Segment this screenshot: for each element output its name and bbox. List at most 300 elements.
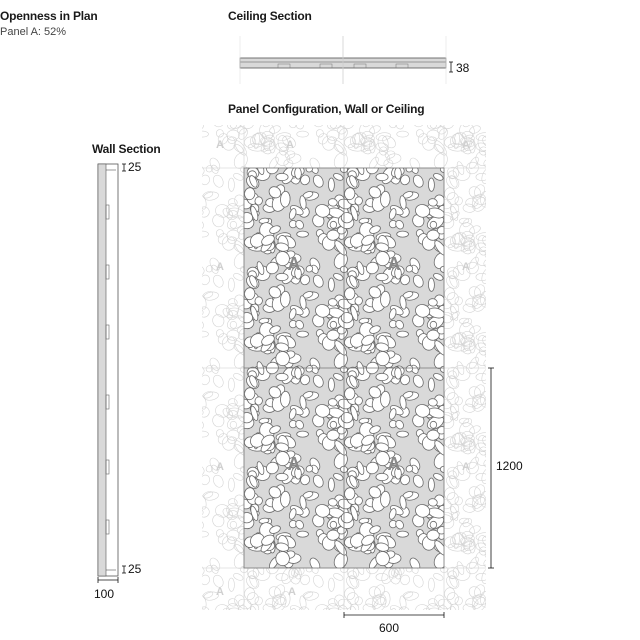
pebble-hole	[153, 332, 160, 349]
pebble-hole	[184, 250, 196, 260]
pebble-hole	[363, 603, 376, 612]
pebble-hole	[172, 195, 187, 210]
pebble-hole	[326, 609, 339, 621]
pebble-hole	[202, 290, 214, 299]
panel-letter-1: A	[287, 254, 301, 274]
pebble-hole	[136, 412, 156, 431]
pebble-hole	[164, 360, 180, 376]
pebble-hole	[443, 635, 457, 640]
pebble-hole	[330, 521, 337, 528]
pebble-hole	[234, 94, 246, 107]
pebble-hole	[280, 91, 290, 107]
wall-width-dim: 100	[94, 587, 115, 601]
pebble-hole	[236, 112, 256, 131]
pebble-hole	[147, 292, 160, 305]
pebble-hole	[486, 553, 501, 564]
pebble-hole	[179, 65, 196, 85]
pebble-hole	[144, 373, 161, 391]
pebble-hole	[448, 631, 468, 640]
pebble-hole	[422, 636, 436, 640]
pebble-hole	[399, 95, 407, 109]
pebble-hole	[160, 533, 176, 547]
pebble-hole	[349, 110, 360, 121]
pebble-hole	[163, 103, 176, 112]
pebble-hole	[180, 533, 197, 550]
pebble-hole	[211, 374, 225, 389]
pebble-hole	[211, 613, 226, 629]
pebble-hole	[494, 367, 501, 379]
pebble-hole	[178, 546, 188, 556]
pebble-hole	[470, 492, 489, 513]
pebble-hole	[377, 635, 390, 640]
pebble-hole	[488, 108, 497, 121]
pebble-hole	[537, 227, 550, 241]
pebble-hole	[161, 117, 173, 129]
pebble-hole	[157, 120, 176, 141]
pebble-hole	[489, 420, 498, 429]
pebble-hole	[180, 133, 197, 150]
pebble-hole	[228, 498, 238, 507]
pebble-hole	[394, 619, 405, 631]
pebble-hole	[189, 120, 198, 129]
pebble-hole	[399, 74, 410, 86]
pebble-hole	[147, 592, 160, 605]
pebble-hole	[428, 578, 434, 592]
pebble-hole	[428, 636, 437, 640]
pebble-hole	[299, 74, 310, 86]
pebble-hole	[180, 491, 190, 507]
pebble-hole	[210, 164, 220, 175]
pebble-hole	[160, 233, 176, 247]
pebble-hole	[434, 94, 446, 107]
pebble-hole	[537, 326, 547, 335]
pebble-hole	[251, 631, 269, 640]
pebble-hole	[311, 113, 326, 129]
pebble-hole	[487, 66, 502, 85]
pebble-hole	[159, 518, 169, 524]
pebble-hole	[172, 395, 187, 410]
pebble-hole	[178, 146, 188, 156]
pebble-hole	[311, 613, 326, 629]
pebble-hole	[330, 221, 337, 228]
pebble-hole	[199, 174, 210, 186]
pebble-hole	[156, 61, 165, 76]
pebble-hole	[428, 598, 438, 607]
pebble-hole	[177, 435, 190, 452]
pebble-hole	[145, 365, 160, 380]
pebble-hole	[534, 594, 546, 607]
pebble-hole	[248, 70, 257, 79]
pebble-hole	[161, 217, 173, 229]
pebble-hole	[166, 98, 179, 107]
pebble-hole	[174, 450, 191, 467]
pebble-hole	[497, 531, 509, 537]
pebble-hole	[354, 596, 364, 606]
pebble-hole	[189, 104, 205, 117]
pebble-hole	[510, 64, 520, 75]
pebble-hole	[328, 478, 334, 492]
pebble-hole	[171, 94, 187, 107]
pebble-hole	[149, 205, 159, 221]
pebble-hole	[494, 219, 505, 231]
pebble-hole	[202, 90, 214, 99]
pebble-hole	[148, 331, 168, 350]
pebble-hole	[186, 353, 201, 364]
pebble-hole	[522, 536, 536, 551]
pebble-hole	[537, 426, 547, 435]
pebble-hole	[143, 335, 157, 349]
pebble-hole	[511, 274, 525, 289]
pebble-hole	[143, 535, 157, 549]
pebble-hole	[494, 267, 501, 279]
pebble-hole	[302, 90, 314, 99]
pebble-hole	[151, 163, 172, 183]
pebble-hole	[488, 267, 499, 279]
pebble-hole	[170, 292, 189, 313]
pebble-hole	[159, 435, 175, 448]
pebble-hole	[148, 470, 157, 479]
pebble-hole	[517, 132, 530, 146]
pebble-hole	[230, 621, 237, 628]
pebble-hole	[176, 73, 188, 81]
pebble-hole	[149, 210, 160, 221]
pebble-hole	[159, 238, 174, 253]
pebble-hole	[180, 633, 197, 640]
pebble-hole	[499, 274, 510, 286]
pebble-hole	[167, 484, 183, 500]
pebble-hole	[180, 391, 190, 407]
pebble-hole	[136, 312, 156, 331]
pebble-hole	[151, 263, 172, 283]
pebble-hole	[317, 632, 330, 640]
pebble-hole	[148, 474, 159, 488]
pebble-hole	[489, 220, 498, 229]
pebble-hole	[150, 204, 159, 214]
pebble-hole	[147, 92, 160, 105]
pebble-hole	[211, 213, 226, 229]
pebble-hole	[499, 595, 507, 609]
pebble-hole	[457, 620, 476, 640]
pebble-hole	[173, 483, 187, 499]
pebble-hole	[276, 173, 288, 181]
pebble-hole	[332, 143, 344, 154]
pebble-hole	[148, 70, 157, 79]
pebble-hole	[148, 174, 159, 188]
pebble-hole	[508, 356, 522, 372]
pebble-hole	[489, 604, 505, 617]
pebble-hole	[397, 531, 409, 537]
pebble-hole	[444, 73, 461, 91]
pebble-hole	[489, 520, 498, 529]
pebble-hole	[528, 298, 538, 307]
pebble-hole	[157, 420, 176, 441]
pebble-hole	[494, 319, 505, 331]
pebble-hole	[289, 620, 298, 629]
pebble-hole	[197, 531, 209, 537]
pebble-hole	[457, 320, 476, 341]
pebble-hole	[164, 60, 180, 76]
pebble-hole	[222, 636, 236, 640]
pebble-hole	[148, 443, 165, 452]
pebble-hole	[154, 196, 164, 206]
pebble-hole	[466, 498, 479, 507]
pebble-hole	[154, 496, 164, 506]
pebble-hole	[173, 83, 187, 99]
pebble-hole	[499, 495, 507, 509]
pebble-hole	[361, 617, 373, 629]
pebble-hole	[530, 621, 537, 628]
pebble-hole	[528, 378, 534, 392]
pebble-hole	[197, 631, 209, 637]
pebble-hole	[341, 112, 353, 123]
pebble-hole	[511, 213, 526, 229]
pebble-hole	[414, 103, 431, 119]
pebble-hole	[428, 378, 434, 392]
pebble-hole	[159, 138, 174, 153]
pebble-hole	[528, 478, 534, 492]
pebble-hole	[211, 113, 226, 129]
pebble-hole	[470, 392, 489, 413]
pebble-hole	[163, 303, 176, 312]
pebble-hole	[144, 73, 161, 91]
pebble-hole	[397, 431, 409, 437]
pebble-hole	[437, 98, 452, 111]
pebble-hole	[230, 421, 237, 428]
pebble-hole	[226, 629, 239, 640]
pebble-hole	[248, 631, 268, 640]
pebble-hole	[137, 598, 152, 611]
pebble-hole	[540, 266, 548, 274]
pebble-hole	[476, 73, 488, 81]
pebble-hole	[348, 70, 357, 79]
openness-value: Panel A: 52%	[0, 26, 67, 38]
pebble-hole	[179, 465, 196, 485]
pebble-hole	[208, 156, 222, 172]
pebble-hole	[173, 583, 187, 599]
pebble-hole	[327, 106, 345, 120]
pebble-hole	[522, 436, 536, 451]
pebble-hole	[537, 105, 549, 122]
pebble-hole	[197, 231, 209, 237]
pebble-hole	[227, 106, 245, 120]
pebble-hole	[376, 73, 388, 81]
pebble-hole	[517, 332, 530, 346]
pebble-hole	[141, 112, 153, 123]
pebble-hole	[159, 318, 169, 324]
pebble-hole	[490, 465, 501, 478]
pebble-hole	[164, 460, 180, 476]
ghost-panel-letter-6: A	[462, 461, 470, 473]
pebble-hole	[448, 74, 459, 88]
pebble-hole	[534, 294, 546, 307]
pebble-hole	[503, 391, 519, 401]
pebble-hole	[337, 98, 352, 111]
pebble-hole	[144, 287, 155, 300]
pebble-hole	[199, 495, 207, 509]
pebble-hole	[188, 367, 199, 379]
pebble-hole	[453, 632, 460, 640]
pebble-hole	[533, 239, 549, 257]
pebble-hole	[468, 224, 481, 235]
pebble-hole	[194, 67, 201, 79]
pebble-hole	[167, 84, 183, 100]
pebble-hole	[503, 491, 519, 501]
pebble-hole	[428, 178, 434, 192]
pebble-hole	[171, 394, 187, 407]
pebble-hole	[297, 105, 310, 118]
pebble-hole	[526, 429, 539, 440]
pebble-hole	[197, 505, 210, 518]
pebble-hole	[476, 632, 492, 640]
pebble-hole	[528, 178, 534, 192]
wall-section-drawing	[98, 164, 126, 583]
pebble-hole	[202, 190, 214, 199]
pebble-hole	[151, 331, 169, 347]
pebble-hole	[511, 374, 525, 389]
pebble-hole	[151, 363, 172, 383]
pebble-hole	[370, 92, 389, 113]
pebble-hole	[361, 117, 373, 129]
pebble-hole	[516, 629, 524, 638]
pebble-hole	[180, 91, 190, 107]
pebble-hole	[397, 631, 409, 637]
pebble-hole	[376, 473, 388, 481]
pebble-hole	[263, 103, 276, 112]
pebble-hole	[427, 106, 445, 120]
pebble-hole	[137, 298, 152, 311]
pebble-hole	[166, 498, 179, 507]
pebble-hole	[254, 96, 264, 106]
pebble-hole	[183, 559, 193, 569]
pebble-hole	[505, 564, 514, 573]
pebble-hole	[490, 565, 501, 578]
pebble-hole	[332, 72, 344, 82]
pebble-hole	[144, 587, 155, 600]
pebble-hole	[337, 627, 350, 640]
pebble-hole	[353, 632, 360, 640]
pebble-hole	[508, 156, 522, 172]
pebble-hole	[397, 105, 410, 118]
pebble-hole	[526, 409, 539, 421]
pebble-hole	[161, 317, 173, 329]
pebble-hole	[160, 133, 176, 147]
pebble-hole	[528, 498, 538, 507]
pebble-hole	[516, 329, 524, 338]
pebble-hole	[525, 313, 546, 332]
pebble-hole	[430, 221, 437, 228]
pebble-hole	[173, 383, 187, 399]
pebble-hole	[499, 374, 510, 386]
pebble-hole	[314, 103, 331, 119]
pebble-hole	[530, 521, 537, 528]
pebble-hole	[159, 538, 174, 553]
pebble-hole	[194, 519, 205, 531]
pebble-hole	[463, 303, 476, 312]
pebble-hole	[150, 104, 159, 114]
pebble-hole	[276, 473, 288, 481]
pebble-hole	[480, 233, 497, 250]
pebble-hole	[532, 72, 544, 82]
pebble-hole	[502, 590, 514, 599]
pebble-hole	[522, 136, 536, 151]
pebble-hole	[517, 632, 530, 640]
pebble-hole	[136, 112, 156, 131]
pebble-hole	[194, 419, 205, 431]
pebble-hole	[145, 265, 160, 280]
pebble-hole	[514, 303, 531, 319]
pebble-hole	[199, 395, 207, 409]
pebble-hole	[160, 633, 176, 640]
pebble-hole	[276, 632, 292, 640]
pebble-hole	[163, 603, 176, 612]
pebble-hole	[497, 405, 510, 418]
pebble-hole	[497, 231, 509, 237]
pebble-hole	[166, 198, 179, 207]
pebble-hole	[141, 612, 153, 623]
pebble-hole	[153, 532, 160, 549]
pebble-hole	[326, 629, 339, 640]
pebble-hole	[137, 198, 152, 211]
pebble-hole	[334, 94, 346, 107]
pebble-hole	[144, 473, 161, 491]
pebble-hole	[432, 143, 444, 154]
pebble-hole	[136, 612, 156, 631]
pebble-hole	[148, 570, 157, 579]
pebble-hole	[270, 92, 289, 113]
pebble-hole	[540, 66, 548, 74]
pebble-hole	[170, 339, 176, 353]
pebble-hole	[211, 474, 225, 489]
pebble-hole	[162, 347, 171, 354]
pebble-hole	[190, 165, 201, 178]
pebble-hole	[528, 78, 534, 92]
pebble-hole	[341, 412, 353, 423]
pebble-hole	[528, 136, 537, 143]
pebble-hole	[480, 333, 497, 350]
pebble-hole	[297, 631, 309, 637]
pebble-hole	[163, 241, 176, 252]
pebble-hole	[344, 73, 361, 91]
pebble-hole	[502, 390, 514, 399]
pebble-hole	[151, 531, 169, 547]
pebble-hole	[416, 629, 424, 638]
pebble-hole	[483, 359, 493, 369]
pebble-hole	[174, 250, 191, 267]
pebble-hole	[497, 305, 510, 318]
wall-bottom-dim: 25	[128, 562, 142, 576]
pebble-hole	[147, 192, 160, 205]
pebble-hole	[449, 105, 459, 121]
pebble-hole	[217, 232, 230, 246]
pebble-hole	[428, 278, 434, 292]
pebble-hole	[276, 373, 288, 381]
pebble-hole	[430, 621, 437, 628]
pebble-hole	[532, 351, 550, 371]
pebble-hole	[205, 64, 214, 73]
pebble-hole	[183, 359, 193, 369]
pebble-hole	[148, 274, 159, 288]
pebble-hole	[169, 239, 175, 253]
pebble-hole	[197, 605, 210, 618]
pebble-hole	[461, 117, 473, 129]
pebble-hole	[190, 465, 201, 478]
pebble-hole	[502, 90, 514, 99]
pebble-hole	[168, 256, 181, 271]
pebble-hole	[430, 421, 437, 428]
pebble-hole	[526, 209, 539, 221]
pebble-hole	[494, 167, 501, 179]
pebble-hole	[480, 633, 497, 640]
